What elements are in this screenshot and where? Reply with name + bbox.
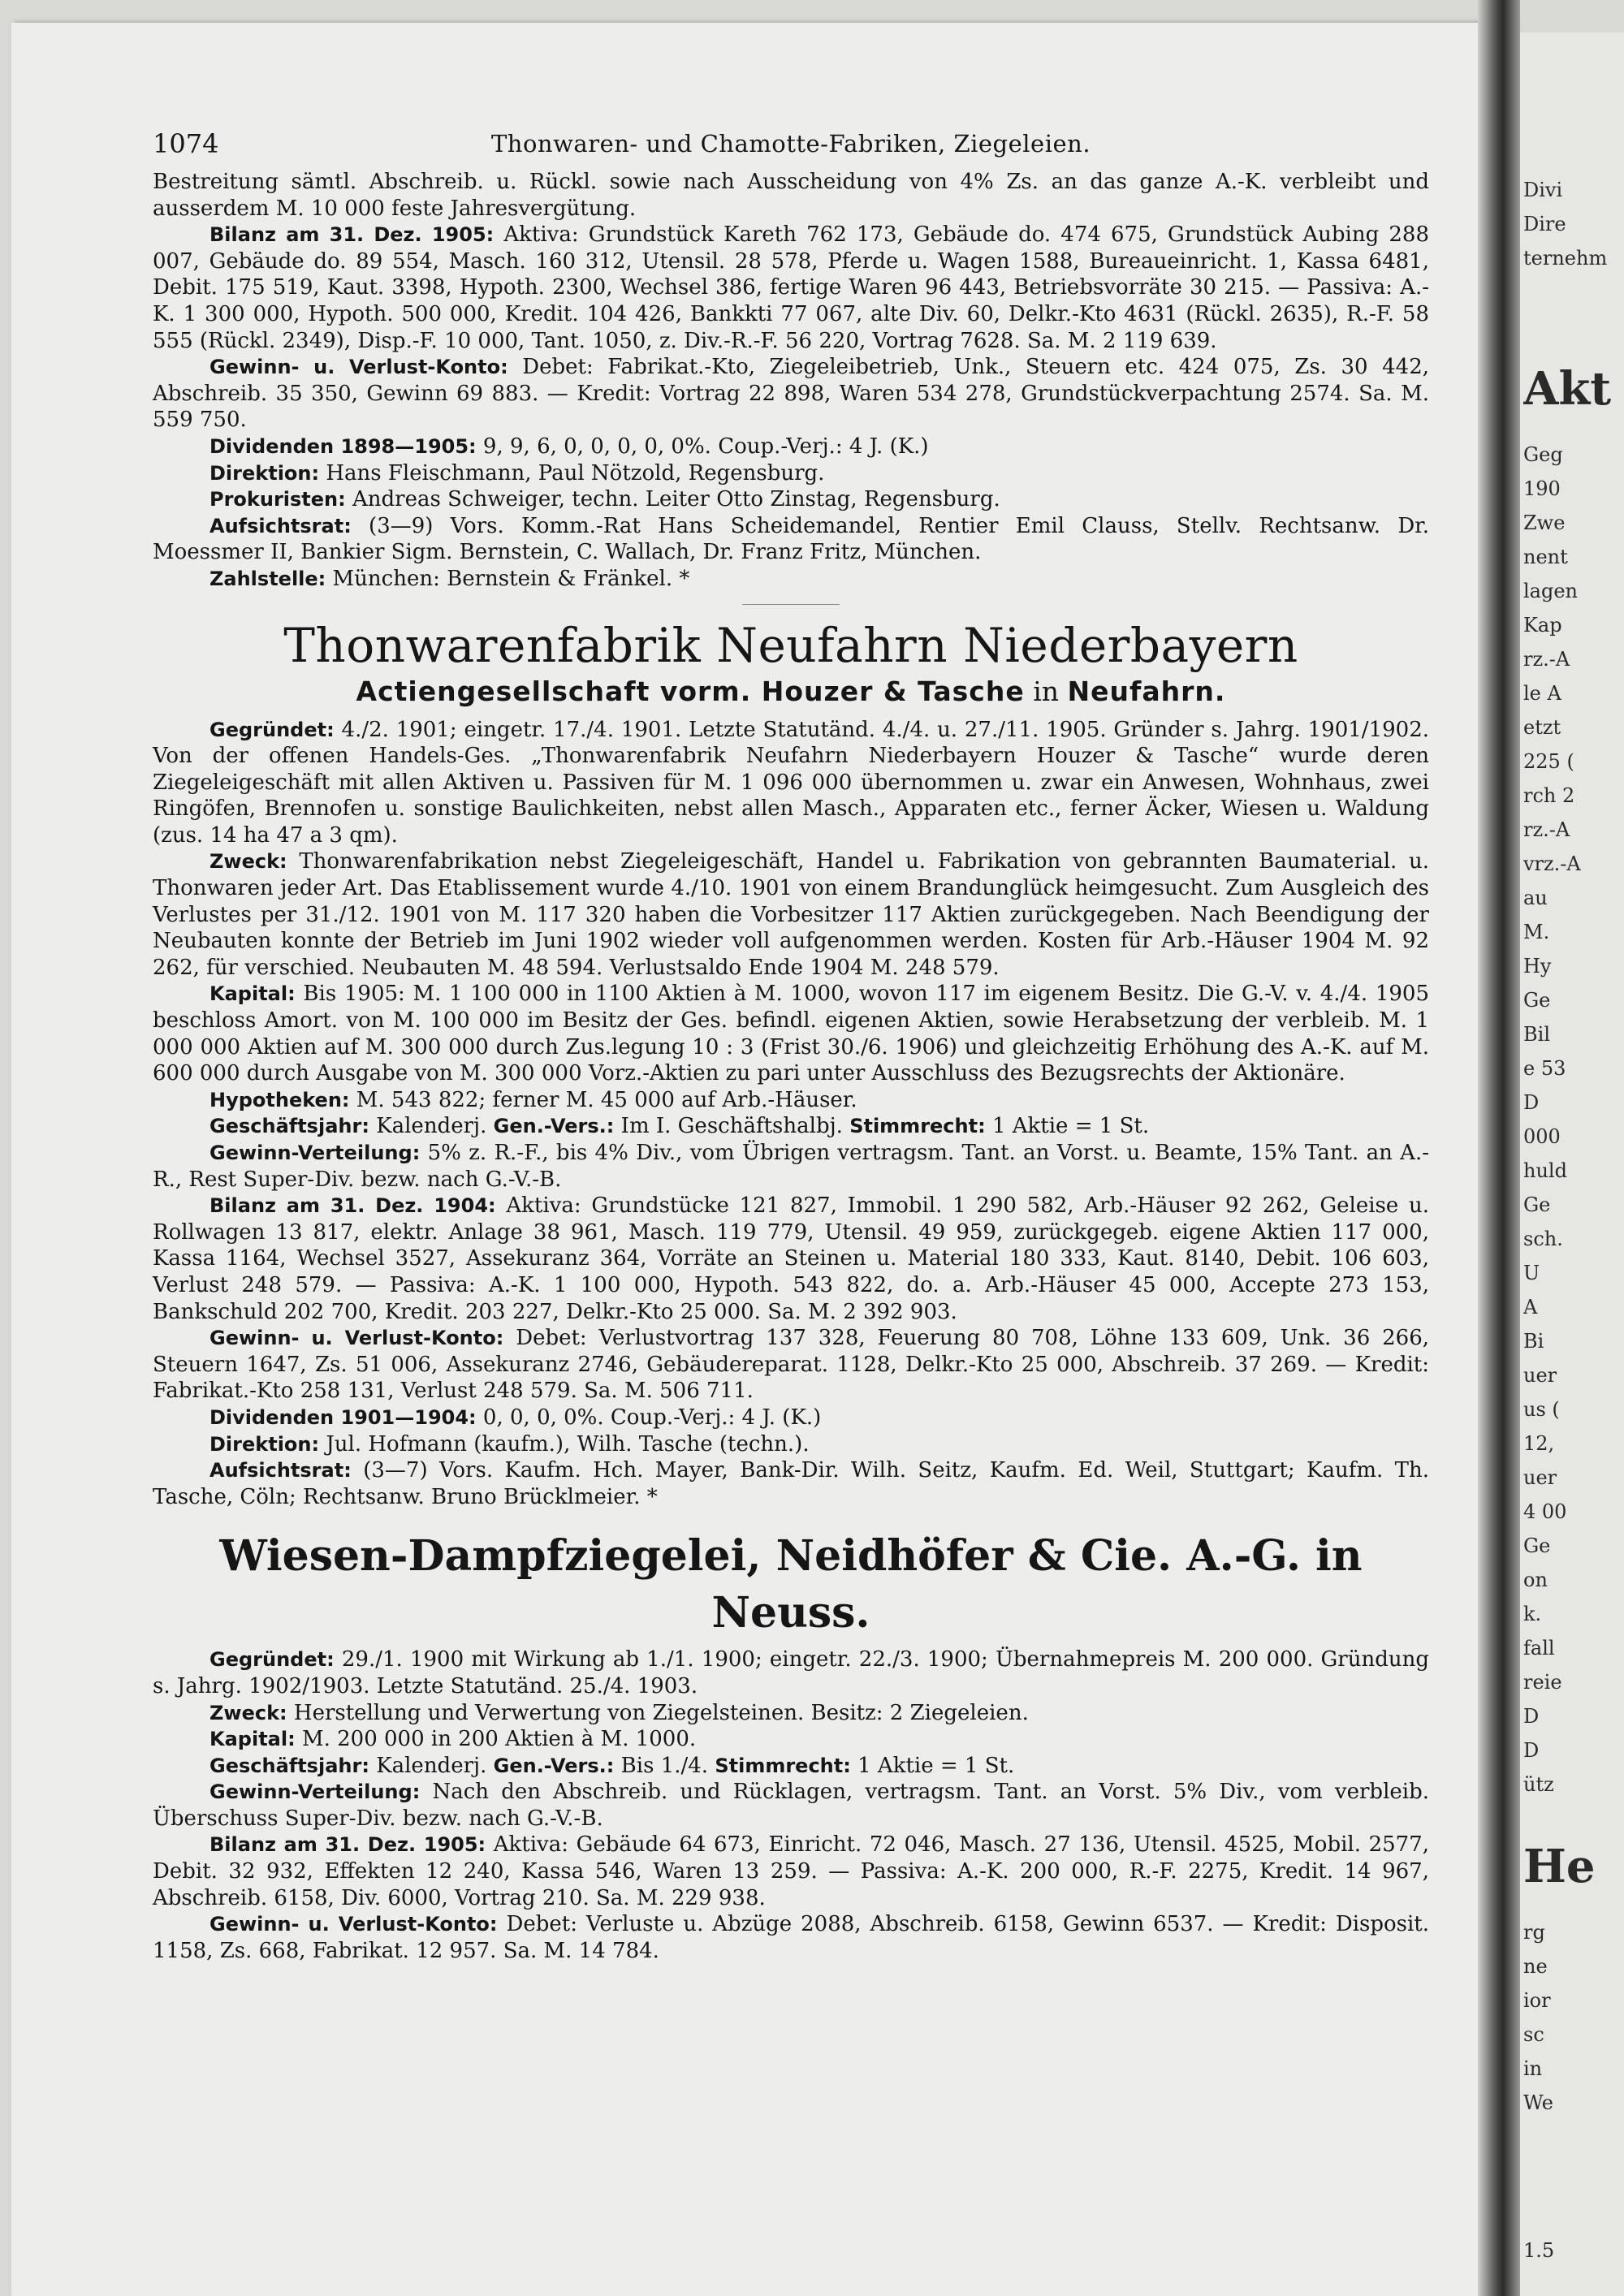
adjacent-page-fragment: au (1523, 887, 1548, 909)
page-content (153, 128, 1429, 1964)
adjacent-page-fragment: huld (1523, 1159, 1567, 1182)
adjacent-page-edge (1520, 32, 1624, 2296)
adjacent-page-fragment: sch. (1523, 1228, 1563, 1250)
adjacent-page-fragment: D (1523, 1739, 1540, 1762)
profit-distribution-paragraph (153, 1779, 1429, 1832)
adjacent-page-fragment: rz.-A (1523, 648, 1570, 671)
adjacent-page-fragment: rz.-A (1523, 818, 1570, 841)
profit-loss-label: Gewinn- u. Verlust-Konto: (209, 356, 508, 379)
profit-distribution-label: Gewinn-Verteilung: (209, 1142, 421, 1164)
voting-right-label: Stimmrecht: (849, 1115, 986, 1138)
adjacent-page-fragment: Ge (1523, 1534, 1551, 1557)
adjacent-page-fragment: Akt (1523, 362, 1612, 416)
company-title: Thonwarenfabrik Neufahrn Niederbayern (283, 617, 1298, 673)
supervisory-board-text: (3—7) Vors. Kaufm. Hch. Mayer, Bank-Dir. Wilh. Seitz, Kaufm. Ed. Weil, Stuttgart; Kaufm. Th. Tasche, Cöln; Rechtsanw. Bruno Brücklmeier. * (153, 1458, 1429, 1509)
adjacent-page-fragment: fall (1523, 1637, 1555, 1659)
voting-right-text: 1 Aktie = 1 St. (991, 1114, 1150, 1139)
adjacent-page-fragment: etzt (1523, 716, 1561, 739)
profit-loss-text: Debet: Fabrikat.-Kto, Ziegeleibetrieb, Unk., Steuern etc. 424 075, Zs. 30 442, Abschreib. 35 350, Gewinn 69 883. — Kredit: Vortrag 22 898, Waren 534 278, Grundstückverpachtung 2574. Sa. M. 559 750. (153, 355, 1430, 433)
adjacent-page-fragment: uer (1523, 1466, 1557, 1489)
profit-loss-text: Debet: Verlustvortrag 137 328, Feuerung 80 708, Löhne 133 609, Unk. 36 266, Steuern 1647, Zs. 51 006, Assekuranz 2746, Gebäudereparat. 1128, Delkr.-Kto 25 000, Abschreib. 37 269. — Kredit: Fabrikat.-Kto 258 131, Verlust 248 579. Sa. M. 506 711. (153, 1326, 1430, 1404)
founded-label: Gegründet: (209, 718, 335, 741)
company-subtitle-name: Actiengesellschaft vorm. Houzer & Tasche (356, 675, 1025, 707)
adjacent-page-fragment: reie (1523, 1671, 1562, 1694)
mortgages-paragraph (153, 1087, 1429, 1114)
profit-loss-paragraph (153, 354, 1429, 434)
adjacent-page-fragment: us ( (1523, 1398, 1560, 1421)
supervisory-board-paragraph (153, 513, 1429, 566)
adjacent-page-fragment: M. (1523, 921, 1550, 943)
fiscal-year-text: Kalenderj. (376, 1753, 487, 1778)
adjacent-page-fragment: Divi (1523, 179, 1563, 201)
general-meeting-text: Im I. Geschäftshalbj. (620, 1114, 843, 1139)
paying-agent-text: München: Bernstein & Fränkel. * (332, 566, 690, 591)
fiscal-year-paragraph (153, 1113, 1429, 1140)
founded-text: 4./2. 1901; eingetr. 17./4. 1901. Letzte Statutänd. 4./4. u. 27./11. 1905. Gründer s. Jahrg. 1901/1902. Von der offenen Handels-Ges. „Thonwarenfabrik Neufahrn Niederbayern Houzer & Tasche“ wurde deren Ziegeleigeschäft mit allen Aktiven u. Passiven für M. 1 096 000 übernommen u. zwar ein Anwesen, Wohnhaus, zwei Ringöfen, Brennofen u. sonstige Baulichkeiten, nebst allen Masch., Apparaten etc., ferner Äcker, Wiesen u. Waldung (zus. 14 ha 47 a 3 qm). (153, 717, 1430, 848)
adjacent-page-fragment: Dire (1523, 213, 1566, 235)
adjacent-page-fragment: uer (1523, 1364, 1557, 1387)
balance-sheet-paragraph (153, 1193, 1429, 1325)
fiscal-year-text: Kalenderj. (376, 1114, 487, 1139)
purpose-paragraph (153, 848, 1429, 981)
purpose-text: Thonwarenfabrikation nebst Ziegeleigeschäft, Handel u. Fabrikation von gebrannten Baumaterial. u. Thonwaren jeder Art. Das Etablissement wurde 4./10. 1901 von einem Brandunglück heimgesucht. Zum Ausgleich des Verlustes per 31./12. 1901 von M. 117 320 haben die Vorbesitzer 117 Aktien zurückgegeben. Nach Beendigung der Neubauten konnte der Betrieb im Juni 1902 wieder voll aufgenommen werden. Kosten für Arb.-Häuser 1904 M. 92 262, für verschied. Neubauten M. 48 594. Verlustsaldo Ende 1904 M. 248 579. (153, 849, 1430, 980)
dividends-text: 9, 9, 6, 0, 0, 0, 0, 0%. Coup.-Verj.: 4 J. (K.) (482, 434, 929, 459)
book-gutter (1478, 0, 1520, 2296)
company-entry-neuss (153, 1528, 1429, 1964)
company-title: Wiesen-Dampfziegelei, Neidhöfer & Cie. A.-G. in Neuss. (219, 1531, 1363, 1638)
adjacent-page-fragment: Ge (1523, 989, 1551, 1012)
adjacent-page-fragment: Hy (1523, 955, 1552, 978)
mortgages-text: M. 543 822; ferner M. 45 000 auf Arb.-Häuser. (356, 1087, 857, 1112)
paying-agent-paragraph (153, 566, 1429, 593)
management-label: Direktion: (209, 461, 320, 485)
adjacent-page-fragment: ne (1523, 1955, 1548, 1978)
general-meeting-label: Gen.-Vers.: (493, 1754, 615, 1777)
adjacent-page-fragment: lagen (1523, 580, 1579, 602)
balance-sheet-label: Bilanz am 31. Dez. 1905: (209, 223, 495, 247)
adjacent-page-fragment: 12, (1523, 1432, 1555, 1455)
dividends-label: Dividenden 1901—1904: (209, 1405, 477, 1429)
voting-right-label: Stimmrecht: (715, 1754, 851, 1777)
adjacent-page-fragment: in (1523, 2057, 1543, 2080)
adjacent-page-fragment: Bil (1523, 1023, 1550, 1046)
fiscal-year-label: Geschäftsjahr: (209, 1115, 369, 1138)
adjacent-page-fragment: He (1523, 1840, 1596, 1893)
page-header (153, 128, 1429, 169)
balance-sheet-label: Bilanz am 31. Dez. 1905: (209, 1833, 486, 1857)
profit-loss-label: Gewinn- u. Verlust-Konto: (209, 1327, 504, 1350)
adjacent-page-fragment: 4 00 (1523, 1500, 1567, 1523)
adjacent-page-fragment: 225 ( (1523, 750, 1574, 773)
capital-text: M. 200 000 in 200 Aktien à M. 1000. (301, 1727, 697, 1752)
adjacent-page-fragment: U (1523, 1262, 1540, 1284)
authorized-officers-paragraph (153, 486, 1429, 513)
capital-label: Kapital: (209, 1728, 296, 1751)
previous-entry-continuation (153, 169, 1429, 593)
capital-paragraph (153, 981, 1429, 1086)
purpose-label: Zweck: (209, 1701, 287, 1724)
mortgages-label: Hypotheken: (209, 1088, 350, 1111)
capital-label: Kapital: (209, 982, 296, 1006)
adjacent-page-fragment: D (1523, 1705, 1540, 1728)
fiscal-year-label: Geschäftsjahr: (209, 1754, 369, 1777)
profit-loss-label: Gewinn- u. Verlust-Konto: (209, 1913, 498, 1936)
founded-label: Gegründet: (209, 1648, 335, 1672)
dividends-label: Dividenden 1898—1905: (209, 434, 477, 458)
company-subtitle-place: Neufahrn. (1067, 675, 1226, 707)
adjacent-page-fragment: 000 (1523, 1125, 1561, 1148)
supervisory-board-text: (3—9) Vors. Komm.-Rat Hans Scheidemandel, Rentier Emil Clauss, Stellv. Rechtsanw. Dr. Moessmer II, Bankier Sigm. Bernstein, C. Wallach, Dr. Franz Fritz, München. (153, 513, 1429, 565)
fiscal-year-paragraph (153, 1753, 1429, 1780)
adjacent-page-fragment: e 53 (1523, 1057, 1566, 1080)
section-divider (742, 604, 840, 605)
supervisory-board-paragraph (153, 1457, 1429, 1510)
adjacent-page-fragment: on (1523, 1569, 1548, 1591)
balance-sheet-label: Bilanz am 31. Dez. 1904: (209, 1194, 496, 1218)
balance-sheet-text: Aktiva: Grundstücke 121 827, Immobil. 1 290 582, Arb.-Häuser 92 262, Geleise u. Rollwagen 13 817, elektr. Anlage 38 961, Masch. 119 779, Utensil. 49 959, zurückgegeb. eigene Aktien 117 000, Kassa 1164, Wechsel 3527, Assekuranz 364, Vorräte an Steinen u. Material 180 333, Kaut. 8140, Debit. 106 603, Verlust 248 579. — Passiva: A.-K. 1 100 000, Hypoth. 543 822, do. a. Arb.-Häuser 45 000, Accepte 273 153, Bankschuld 202 700, Kredit. 203 227, Delkr.-Kto 25 000. Sa. M. 2 392 903. (153, 1193, 1429, 1324)
founded-paragraph (153, 1646, 1429, 1699)
company-subtitle-in: in (1033, 675, 1060, 707)
founded-text: 29./1. 1900 mit Wirkung ab 1./1. 1900; eingetr. 22./3. 1900; Übernahmepreis M. 200 000. Gründung s. Jahrg. 1902/1903. Letzte Statutänd. 25./4. 1903. (153, 1647, 1430, 1698)
adjacent-page-fragment: rch 2 (1523, 784, 1575, 807)
adjacent-page-fragment: le A (1523, 682, 1561, 705)
adjacent-page-fragment: ternehm (1523, 247, 1608, 270)
dividends-text: 0, 0, 0, 0%. Coup.-Verj.: 4 J. (K.) (482, 1405, 822, 1430)
adjacent-page-fragment: Kap (1523, 614, 1562, 637)
supervisory-board-label: Aufsichtsrat: (209, 514, 352, 537)
profit-loss-paragraph (153, 1325, 1429, 1405)
adjacent-page-fragment: Geg (1523, 443, 1563, 466)
adjacent-page-fragment: sc (1523, 2023, 1544, 2046)
adjacent-page-fragment: vrz.-A (1523, 852, 1581, 875)
profit-distribution-label: Gewinn-Verteilung: (209, 1780, 421, 1804)
continuation-text: Bestreitung sämtl. Abschreib. u. Rückl. sowie nach Ausscheidung von 4% Zs. an das ganze A.-K. verbleibt und ausserdem M. 10 000 feste Jahresvergütung. (153, 170, 1429, 221)
purpose-paragraph (153, 1700, 1429, 1727)
adjacent-page-fragment: D (1523, 1091, 1540, 1114)
founded-paragraph (153, 717, 1429, 849)
management-text: Hans Fleischmann, Paul Nötzold, Regensburg. (326, 460, 825, 486)
adjacent-page-fragment: rg (1523, 1921, 1545, 1944)
adjacent-page-fragment: A (1523, 1296, 1538, 1318)
profit-distribution-text: Nach den Abschreib. und Rücklagen, vertragsm. Tant. an Vorst. 5% Div., vom verbleib. Überschuss Super-Div. bezw. nach G.-V.-B. (153, 1780, 1429, 1831)
capital-paragraph (153, 1726, 1429, 1753)
balance-sheet-text: Aktiva: Gebäude 64 673, Einricht. 72 046, Masch. 27 136, Utensil. 4525, Mobil. 2577, Debit. 32 932, Effekten 12 240, Kassa 546, Waren 13 259. — Passiva: A.-K. 200 000, R.-F. 2275, Kredit. 14 967, Abschreib. 6158, Div. 6000, Vortrag 210. Sa. M. 229 938. (153, 1832, 1430, 1910)
supervisory-board-label: Aufsichtsrat: (209, 1459, 352, 1482)
capital-text: Bis 1905: M. 1 100 000 in 1100 Aktien à M. 1000, wovon 117 im eigenem Besitz. Die G.-V. v. 4./4. 1905 beschloss Amort. von M. 100 000 im Besitz der Ges. befindl. eigenen Aktien, sowie Herabsetzung der verbleib. M. 1 000 000 Aktien auf M. 300 000 durch Zus.legung 10 : 3 (Frist 30./6. 1906) und gleichzeitig Erhöhung des A.-K. auf M. 600 000 durch Ausgabe von M. 300 000 Vorz.-Aktien zu pari unter Ausschluss des Bezugsrechts der Aktionäre. (153, 982, 1429, 1086)
adjacent-page-fragment: Zwe (1523, 511, 1566, 534)
balance-sheet-text: Aktiva: Grundstück Kareth 762 173, Gebäude do. 474 675, Grundstück Aubing 288 007, Gebäude do. 89 554, Masch. 160 312, Utensil. 28 578, Pferde u. Wagen 1588, Bureaueinricht. 1, Kassa 6481, Debit. 175 519, Kaut. 3398, Hypoth. 2300, Wechsel 386, fertige Waren 96 443, Betriebsvorräte 30 215. — Passiva: A.-K. 1 300 000, Hypoth. 500 000, Kredit. 104 426, Bankkti 77 067, alte Div. 60, Delkr.-Kto 4631 (Rückl. 2635), R.-F. 58 555 (Rückl. 2349), Disp.-F. 10 000, Tant. 1050, z. Div.-R.-F. 56 220, Vortrag 7628. Sa. M. 2 119 639. (153, 222, 1429, 353)
adjacent-page-fragment: ütz (1523, 1773, 1554, 1796)
profit-distribution-paragraph (153, 1140, 1429, 1193)
paying-agent-label: Zahlstelle: (209, 567, 326, 590)
adjacent-page-fragment: We (1523, 2091, 1553, 2114)
dividends-paragraph (153, 1405, 1429, 1431)
adjacent-page-fragment: k. (1523, 1603, 1542, 1625)
adjacent-page-fragment: Ge (1523, 1193, 1551, 1216)
adjacent-page-fragment: Bi (1523, 1330, 1544, 1353)
purpose-text: Herstellung und Verwertung von Ziegelsteinen. Besitz: 2 Ziegeleien. (293, 1700, 1029, 1725)
management-text: Jul. Hofmann (kaufm.), Wilh. Tasche (techn.). (326, 1431, 810, 1457)
balance-sheet-paragraph (153, 222, 1429, 354)
management-paragraph (153, 1431, 1429, 1458)
management-label: Direktion: (209, 1432, 320, 1456)
company-subtitle (153, 673, 1429, 710)
document-page (11, 23, 1514, 2296)
adjacent-page-fragment: nent (1523, 546, 1568, 568)
dividends-paragraph (153, 434, 1429, 460)
profit-distribution-text: 5% z. R.-F., bis 4% Div., vom Übrigen vertragsm. Tant. an Vorst. u. Beamte, 15% Tant. an A.-R., Rest Super-Div. bezw. nach G.-V.-B. (153, 1141, 1430, 1192)
running-title: Thonwaren- und Chamotte-Fabriken, Ziegeleien. (490, 130, 1091, 158)
balance-sheet-paragraph (153, 1832, 1429, 1911)
authorized-officers-label: Prokuristen: (209, 488, 346, 511)
page-number: 1074 (153, 128, 219, 159)
company-entry-neufahrn (153, 618, 1429, 1511)
profit-loss-paragraph (153, 1911, 1429, 1964)
voting-right-text: 1 Aktie = 1 St. (857, 1753, 1015, 1778)
adjacent-page-fragment: ior (1523, 1989, 1551, 2012)
profit-loss-text: Debet: Verluste u. Abzüge 2088, Abschreib. 6158, Gewinn 6537. — Kredit: Disposit. 1158, Zs. 668, Fabrikat. 12 957. Sa. M. 14 784. (153, 1912, 1430, 1963)
adjacent-page-fragment: 190 (1523, 477, 1561, 500)
purpose-label: Zweck: (209, 850, 287, 874)
general-meeting-label: Gen.-Vers.: (493, 1115, 615, 1138)
adjacent-page-fragment: 1.5 (1523, 2239, 1555, 2262)
management-paragraph (153, 460, 1429, 487)
general-meeting-text: Bis 1./4. (620, 1753, 709, 1778)
authorized-officers-text: Andreas Schweiger, techn. Leiter Otto Zinstag, Regensburg. (352, 487, 1000, 512)
